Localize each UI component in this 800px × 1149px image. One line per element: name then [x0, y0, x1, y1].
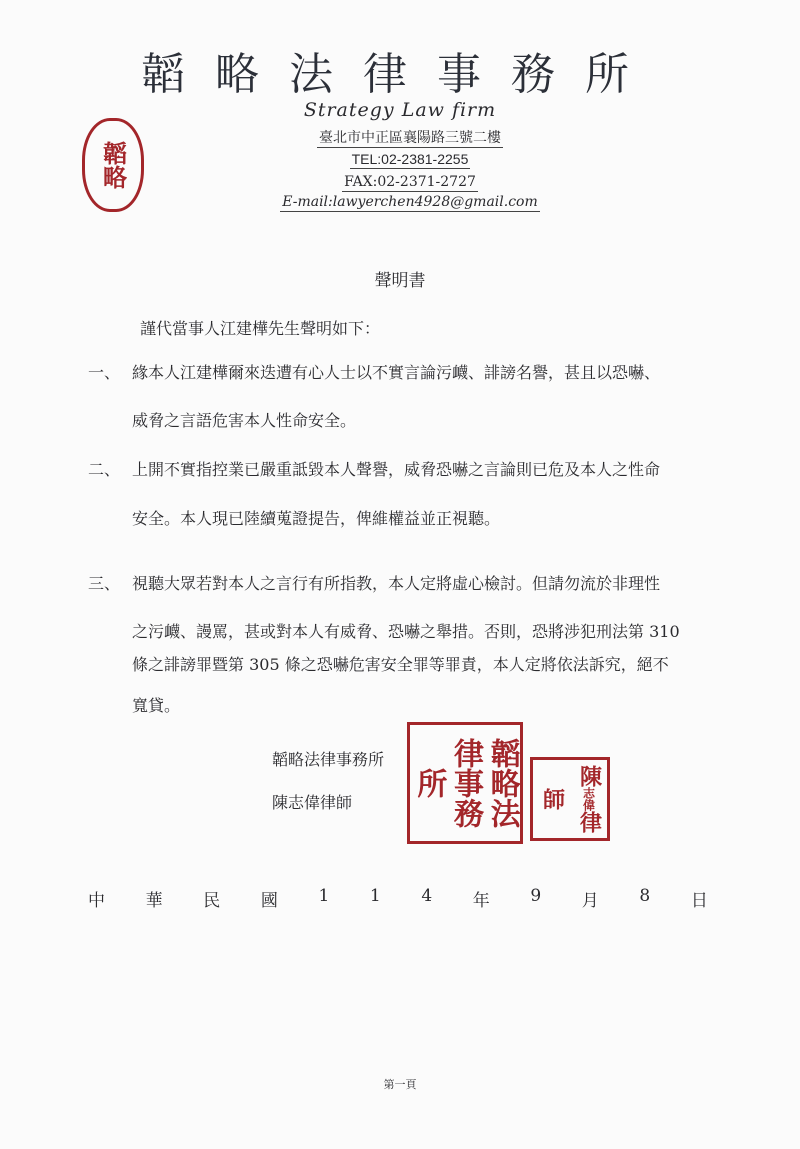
- date-char: 日: [690, 891, 708, 911]
- seal-char: 事: [448, 768, 484, 798]
- date-char: 9: [530, 886, 542, 906]
- document-date: [88, 886, 708, 911]
- document-title: 聲明書: [374, 271, 426, 291]
- item-line: 寬貸。: [132, 696, 181, 715]
- item-line: 緣本人江建樺爾來迭遭有心人士以不實言論污衊、誹謗名譽，甚且以恐嚇、: [132, 363, 661, 382]
- email-text: E-mail:lawyerchen4928@gmail.com: [282, 194, 538, 210]
- firm-name: 韜略法律事務所: [141, 49, 659, 100]
- intro-text: 謹代當事人江建樺先生聲明如下：: [140, 319, 381, 338]
- tel-text: TEL:02-2381-2255: [351, 151, 469, 167]
- item-number: 二、: [88, 460, 121, 479]
- date-char: 1: [369, 886, 381, 906]
- firm-name-en: Strategy Law firm: [303, 99, 497, 121]
- address-text: 臺北市中正區襄陽路三號二樓: [319, 130, 501, 146]
- item-line: 上開不實指控業已嚴重詆毀本人聲譽，威脅恐嚇之言論則已危及本人之性命: [132, 460, 661, 479]
- seal-char: 法: [484, 798, 520, 828]
- date-char: 民: [203, 891, 221, 911]
- item-line: 威脅之言語危害本人性命安全。: [132, 411, 357, 430]
- date-char: 1: [318, 886, 330, 906]
- round-seal: 韜略: [82, 118, 144, 212]
- date-char: 年: [472, 891, 490, 911]
- seal-char: 陳: [576, 765, 602, 787]
- seal-char: 韜: [484, 738, 520, 768]
- seal-char: 律: [576, 811, 602, 833]
- seal-char: 務: [448, 798, 484, 828]
- firm-seal: [407, 722, 523, 844]
- date-char: 華: [145, 891, 163, 911]
- seal-char: 略: [484, 768, 520, 798]
- date-char: 8: [639, 886, 651, 906]
- page-number: 第一頁: [383, 1078, 417, 1091]
- item-line: 條之誹謗罪暨第 305 條之恐嚇危害安全罪等罪責，本人定將依法訴究，絕不: [132, 655, 669, 674]
- item-number: 三、: [88, 574, 121, 593]
- seal-char: 律: [448, 738, 484, 768]
- date-char: 中: [88, 891, 105, 911]
- item-line: 視聽大眾若對本人之言行有所指教，本人定將虛心檢討。但請勿流於非理性: [132, 574, 661, 593]
- seal-char: 志偉: [581, 787, 596, 811]
- item-line: 之污衊、謾罵，甚或對本人有威脅、恐嚇之舉措。否則，恐將涉犯刑法第 310: [132, 622, 680, 641]
- date-char: 4: [421, 886, 433, 906]
- date-char: 月: [581, 891, 599, 911]
- date-char: 國: [260, 891, 278, 911]
- signatory-lawyer: 陳志偉律師: [272, 793, 353, 812]
- item-number: 一、: [88, 363, 121, 382]
- signatory-firm: 韜略法律事務所: [272, 750, 385, 769]
- fax-text: FAX:02-2371-2727: [344, 174, 476, 190]
- seal-char: 所: [411, 768, 447, 798]
- item-line: 安全。本人現已陸續蒐證提告，俾維權益並正視聽。: [132, 509, 501, 528]
- seal-char: 師: [539, 788, 565, 810]
- lawyer-seal: [530, 757, 610, 841]
